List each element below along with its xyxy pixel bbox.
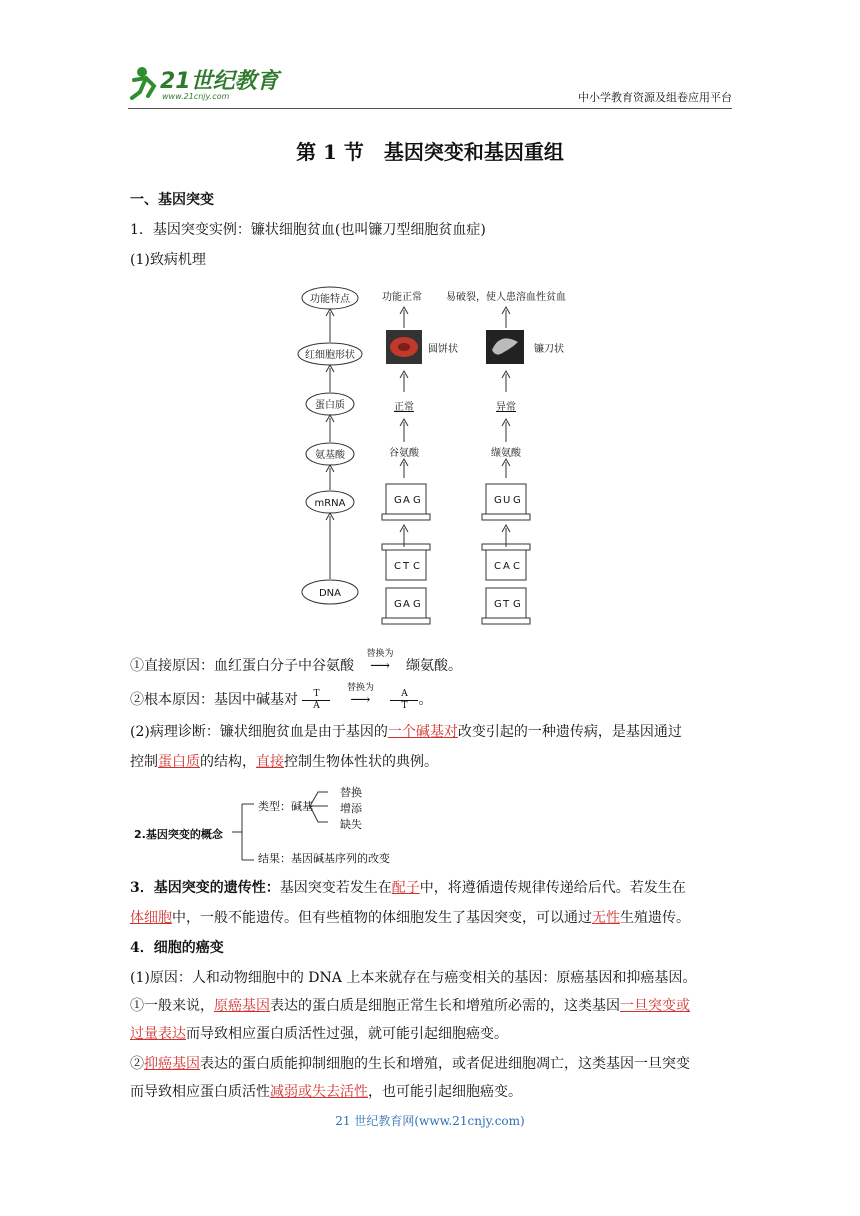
p1-answer-2: 一旦突变或 — [620, 998, 690, 1014]
normal-function: 功能正常 — [382, 292, 422, 303]
svg-text:T: T — [403, 561, 410, 572]
heredity-text-4: 生殖遗传。 — [620, 910, 690, 926]
p1-answer: 原癌基因 — [214, 998, 270, 1014]
fraction-to — [390, 689, 418, 712]
proto-oncogene-line2 — [130, 1020, 730, 1048]
platform-name: 中小学教育资源及组卷应用平台 — [578, 91, 732, 104]
cancer-heading: 4．细胞的癌变 — [130, 940, 224, 956]
svg-text:G: G — [513, 495, 521, 506]
item-heading — [130, 216, 730, 244]
svg-text:G: G — [413, 599, 421, 610]
abnormal-shape: 镰刀状 — [534, 344, 564, 355]
type-replace: 替换 — [340, 786, 362, 799]
normal-shape: 圆饼状 — [428, 344, 458, 355]
svg-text:G: G — [413, 495, 421, 506]
diag-text-2: 改变引起的一种遗传病，是基因通过 — [457, 724, 682, 740]
root-cause — [130, 683, 730, 714]
root-cause-end: 。 — [418, 692, 433, 708]
from-top: T — [302, 689, 330, 701]
concept-type: 类型：碱基 — [258, 800, 313, 813]
diag-text-4: 的结构， — [200, 754, 256, 770]
diag-answer-2: 蛋白质 — [158, 754, 200, 770]
from-bottom: A — [313, 700, 320, 711]
heredity-text-3: 中，一般不能遗传。但有些植物的体细胞发生了基因突变，可以通过 — [172, 910, 592, 926]
page-title: 第 1 节 基因突变和基因重组 — [296, 140, 564, 164]
heredity-line1 — [130, 874, 730, 902]
diag-answer: 一个碱基对 — [387, 724, 458, 740]
tumor-suppressor-line1 — [130, 1050, 730, 1078]
heredity-answer-3: 无性 — [592, 910, 620, 926]
p1-text: ①一般来说， — [130, 998, 214, 1014]
p1-answer-3: 过量表达 — [130, 1026, 186, 1042]
section-heading: 一、基因突变 — [130, 192, 214, 208]
svg-text:G: G — [394, 599, 402, 610]
diag-text-5: 控制生物体性状的典例。 — [284, 754, 438, 770]
node-protein: 蛋白质 — [315, 400, 345, 411]
svg-text:G: G — [513, 599, 521, 610]
tumor-suppressor-line2 — [130, 1078, 730, 1106]
heredity-text: 基因突变若发生在 — [279, 880, 392, 896]
node-dna: DNA — [318, 588, 342, 599]
fraction-from — [302, 689, 330, 712]
proto-oncogene-line1 — [130, 992, 730, 1020]
direct-cause-end: 缬氨酸。 — [406, 658, 462, 674]
svg-text:C: C — [494, 561, 501, 572]
svg-text:C: C — [394, 561, 401, 572]
abnormal-amino: 缬氨酸 — [491, 448, 521, 459]
p2-answer-2: 减弱或失去活性 — [270, 1084, 368, 1100]
logo-text: 21世纪教育 — [160, 69, 279, 94]
diag-answer-3: 直接 — [256, 754, 284, 770]
replace-arrow-2: 替换为 ⟶ — [330, 686, 390, 714]
replace-arrow: 替换为 ⟶ — [354, 652, 406, 680]
p2-answer: 抑癌基因 — [144, 1056, 200, 1072]
abnormal-function: 易破裂，使人患溶血性贫血 — [446, 292, 566, 303]
normal-protein: 正常 — [394, 402, 414, 413]
p1-text-3: 而导致相应蛋白质活性过强，就可能引起细胞癌变。 — [186, 1026, 508, 1042]
direct-cause-text: ①直接原因：血红蛋白分子中谷氨酸 — [130, 658, 354, 674]
to-bottom: T — [401, 700, 408, 711]
svg-text:G: G — [394, 495, 402, 506]
footer[interactable]: 21 世纪教育网(www.21cnjy.com) — [335, 1114, 525, 1128]
normal-amino: 谷氨酸 — [389, 448, 419, 459]
concept-label: 2.基因突变的概念 — [134, 828, 223, 841]
direct-cause — [130, 649, 730, 680]
type-add: 增添 — [340, 802, 362, 815]
diag-text-3: 控制 — [130, 754, 158, 770]
diagnosis-line2 — [130, 748, 730, 776]
svg-text:A: A — [403, 599, 410, 610]
type-delete: 缺失 — [340, 818, 362, 831]
header-rule — [128, 108, 732, 109]
arrow-label-2: 替换为 — [346, 683, 374, 693]
heredity-answer-2: 体细胞 — [130, 910, 172, 926]
node-shape: 红细胞形状 — [305, 350, 355, 361]
svg-text:U: U — [503, 495, 511, 506]
diagnosis-line1 — [130, 718, 730, 746]
heredity-line2 — [130, 904, 730, 932]
item-sub: (1)致病机理 — [130, 252, 206, 268]
p2-text-4: ，也可能引起细胞癌变。 — [368, 1084, 522, 1100]
heredity-answer: 配子 — [391, 880, 420, 896]
svg-text:A: A — [503, 561, 510, 572]
heredity-text-2: 中，将遵循遗传规律传递给后代。若发生在 — [419, 880, 686, 896]
svg-text:C: C — [513, 561, 520, 572]
cancer-cause: (1)原因：人和动物细胞中的 DNA 上本来就存在与癌变相关的基因：原癌基因和抑癌基因。 — [130, 970, 697, 986]
p2-text: ② — [130, 1056, 144, 1072]
node-mrna: mRNA — [314, 498, 346, 509]
pathogenesis-diagram — [290, 282, 580, 632]
svg-text:G: G — [494, 495, 502, 506]
diag-text: (2)病理诊断：镰状细胞贫血是由于基因的 — [130, 724, 388, 740]
root-cause-text: ②根本原因：基因中碱基对 — [130, 692, 298, 708]
svg-text:G: G — [494, 599, 502, 610]
concept-result: 结果：基因碱基序列的改变 — [258, 852, 390, 865]
p2-text-2: 表达的蛋白质能抑制细胞的生长和增殖，或者促进细胞凋亡，这类基因一旦突变 — [200, 1056, 690, 1072]
svg-text:C: C — [413, 561, 420, 572]
p2-text-3: 而导致相应蛋白质活性 — [130, 1084, 270, 1100]
p1-text-2: 表达的蛋白质是细胞正常生长和增殖所必需的，这类基因 — [270, 998, 620, 1014]
item1-text: 1．基因突变实例：镰状细胞贫血(也叫镰刀型细胞贫血症) — [130, 222, 486, 238]
svg-text:T: T — [503, 599, 510, 610]
arrow-label: 替换为 — [366, 649, 394, 659]
abnormal-protein: 异常 — [496, 402, 516, 413]
to-top: A — [390, 689, 418, 701]
heredity-heading: 3．基因突变的遗传性： — [130, 880, 280, 896]
logo-url: www.21cnjy.com — [162, 92, 230, 101]
svg-text:A: A — [403, 495, 410, 506]
node-function: 功能特点 — [310, 294, 350, 305]
node-amino: 氨基酸 — [315, 450, 345, 461]
